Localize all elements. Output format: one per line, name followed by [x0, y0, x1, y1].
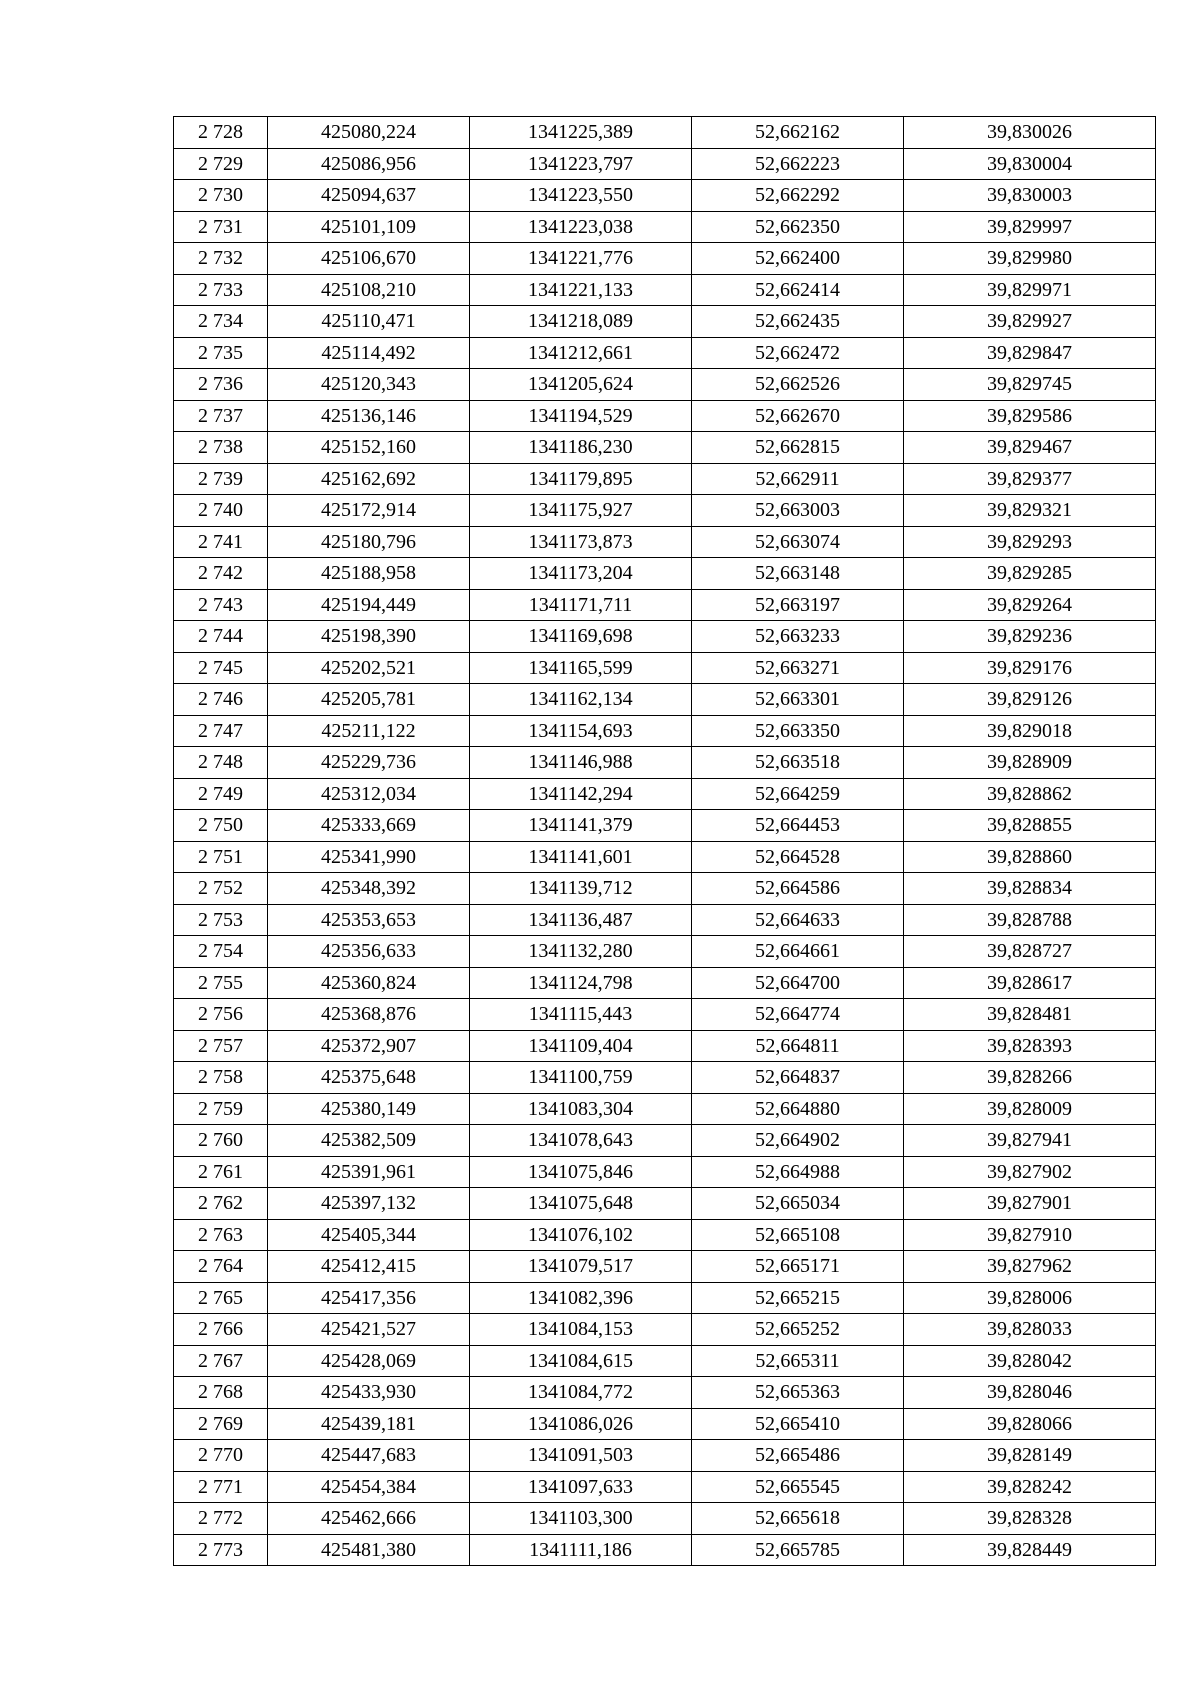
latitude-cell: 52,665363: [692, 1377, 904, 1409]
table-row: [174, 1440, 1156, 1472]
latitude-cell: 52,663301: [692, 684, 904, 716]
point-number-cell: 2 755: [174, 967, 268, 999]
x-coordinate-cell: 425348,392: [268, 873, 470, 905]
latitude-cell: 52,664988: [692, 1156, 904, 1188]
table-row: [174, 432, 1156, 464]
x-coordinate-cell: 425194,449: [268, 589, 470, 621]
point-number-cell: 2 758: [174, 1062, 268, 1094]
table-row: [174, 243, 1156, 275]
longitude-cell: 39,828033: [904, 1314, 1156, 1346]
y-coordinate-cell: 1341173,873: [470, 526, 692, 558]
y-coordinate-cell: 1341076,102: [470, 1219, 692, 1251]
x-coordinate-cell: 425205,781: [268, 684, 470, 716]
coordinates-table-body: [174, 117, 1156, 1566]
x-coordinate-cell: 425412,415: [268, 1251, 470, 1283]
latitude-cell: 52,663003: [692, 495, 904, 527]
longitude-cell: 39,828046: [904, 1377, 1156, 1409]
point-number-cell: 2 762: [174, 1188, 268, 1220]
longitude-cell: 39,828149: [904, 1440, 1156, 1472]
longitude-cell: 39,829745: [904, 369, 1156, 401]
latitude-cell: 52,664453: [692, 810, 904, 842]
point-number-cell: 2 741: [174, 526, 268, 558]
x-coordinate-cell: 425405,344: [268, 1219, 470, 1251]
longitude-cell: 39,830026: [904, 117, 1156, 149]
y-coordinate-cell: 1341097,633: [470, 1471, 692, 1503]
y-coordinate-cell: 1341173,204: [470, 558, 692, 590]
x-coordinate-cell: 425198,390: [268, 621, 470, 653]
table-row: [174, 967, 1156, 999]
latitude-cell: 52,664528: [692, 841, 904, 873]
table-row: [174, 778, 1156, 810]
latitude-cell: 52,665410: [692, 1408, 904, 1440]
x-coordinate-cell: 425368,876: [268, 999, 470, 1031]
point-number-cell: 2 751: [174, 841, 268, 873]
point-number-cell: 2 767: [174, 1345, 268, 1377]
x-coordinate-cell: 425391,961: [268, 1156, 470, 1188]
latitude-cell: 52,664586: [692, 873, 904, 905]
point-number-cell: 2 746: [174, 684, 268, 716]
table-row: [174, 1251, 1156, 1283]
table-row: [174, 117, 1156, 149]
table-row: [174, 148, 1156, 180]
latitude-cell: 52,665171: [692, 1251, 904, 1283]
point-number-cell: 2 753: [174, 904, 268, 936]
table-row: [174, 810, 1156, 842]
latitude-cell: 52,664880: [692, 1093, 904, 1125]
y-coordinate-cell: 1341194,529: [470, 400, 692, 432]
x-coordinate-cell: 425421,527: [268, 1314, 470, 1346]
longitude-cell: 39,828449: [904, 1534, 1156, 1566]
table-row: [174, 621, 1156, 653]
latitude-cell: 52,665618: [692, 1503, 904, 1535]
longitude-cell: 39,827962: [904, 1251, 1156, 1283]
y-coordinate-cell: 1341084,615: [470, 1345, 692, 1377]
x-coordinate-cell: 425136,146: [268, 400, 470, 432]
latitude-cell: 52,665311: [692, 1345, 904, 1377]
x-coordinate-cell: 425312,034: [268, 778, 470, 810]
table-row: [174, 1471, 1156, 1503]
y-coordinate-cell: 1341141,601: [470, 841, 692, 873]
point-number-cell: 2 773: [174, 1534, 268, 1566]
x-coordinate-cell: 425094,637: [268, 180, 470, 212]
longitude-cell: 39,828328: [904, 1503, 1156, 1535]
x-coordinate-cell: 425397,132: [268, 1188, 470, 1220]
latitude-cell: 52,664661: [692, 936, 904, 968]
latitude-cell: 52,665252: [692, 1314, 904, 1346]
table-row: [174, 400, 1156, 432]
table-row: [174, 1377, 1156, 1409]
table-row: [174, 274, 1156, 306]
latitude-cell: 52,665486: [692, 1440, 904, 1472]
longitude-cell: 39,828266: [904, 1062, 1156, 1094]
y-coordinate-cell: 1341078,643: [470, 1125, 692, 1157]
point-number-cell: 2 733: [174, 274, 268, 306]
y-coordinate-cell: 1341223,550: [470, 180, 692, 212]
latitude-cell: 52,662911: [692, 463, 904, 495]
y-coordinate-cell: 1341115,443: [470, 999, 692, 1031]
point-number-cell: 2 735: [174, 337, 268, 369]
point-number-cell: 2 765: [174, 1282, 268, 1314]
x-coordinate-cell: 425120,343: [268, 369, 470, 401]
y-coordinate-cell: 1341212,661: [470, 337, 692, 369]
y-coordinate-cell: 1341171,711: [470, 589, 692, 621]
y-coordinate-cell: 1341205,624: [470, 369, 692, 401]
x-coordinate-cell: 425382,509: [268, 1125, 470, 1157]
x-coordinate-cell: 425202,521: [268, 652, 470, 684]
point-number-cell: 2 749: [174, 778, 268, 810]
x-coordinate-cell: 425086,956: [268, 148, 470, 180]
longitude-cell: 39,828788: [904, 904, 1156, 936]
y-coordinate-cell: 1341142,294: [470, 778, 692, 810]
longitude-cell: 39,829126: [904, 684, 1156, 716]
latitude-cell: 52,662400: [692, 243, 904, 275]
latitude-cell: 52,662162: [692, 117, 904, 149]
x-coordinate-cell: 425114,492: [268, 337, 470, 369]
point-number-cell: 2 756: [174, 999, 268, 1031]
latitude-cell: 52,662526: [692, 369, 904, 401]
x-coordinate-cell: 425333,669: [268, 810, 470, 842]
y-coordinate-cell: 1341086,026: [470, 1408, 692, 1440]
latitude-cell: 52,665108: [692, 1219, 904, 1251]
table-row: [174, 1156, 1156, 1188]
table-row: [174, 1282, 1156, 1314]
point-number-cell: 2 759: [174, 1093, 268, 1125]
x-coordinate-cell: 425229,736: [268, 747, 470, 779]
x-coordinate-cell: 425462,666: [268, 1503, 470, 1535]
y-coordinate-cell: 1341169,698: [470, 621, 692, 653]
x-coordinate-cell: 425101,109: [268, 211, 470, 243]
point-number-cell: 2 770: [174, 1440, 268, 1472]
y-coordinate-cell: 1341111,186: [470, 1534, 692, 1566]
point-number-cell: 2 730: [174, 180, 268, 212]
point-number-cell: 2 752: [174, 873, 268, 905]
y-coordinate-cell: 1341132,280: [470, 936, 692, 968]
x-coordinate-cell: 425356,633: [268, 936, 470, 968]
point-number-cell: 2 736: [174, 369, 268, 401]
point-number-cell: 2 729: [174, 148, 268, 180]
point-number-cell: 2 760: [174, 1125, 268, 1157]
table-row: [174, 873, 1156, 905]
y-coordinate-cell: 1341162,134: [470, 684, 692, 716]
y-coordinate-cell: 1341221,133: [470, 274, 692, 306]
latitude-cell: 52,664837: [692, 1062, 904, 1094]
longitude-cell: 39,828860: [904, 841, 1156, 873]
y-coordinate-cell: 1341165,599: [470, 652, 692, 684]
point-number-cell: 2 737: [174, 400, 268, 432]
latitude-cell: 52,663350: [692, 715, 904, 747]
longitude-cell: 39,829971: [904, 274, 1156, 306]
y-coordinate-cell: 1341124,798: [470, 967, 692, 999]
longitude-cell: 39,829847: [904, 337, 1156, 369]
longitude-cell: 39,828393: [904, 1030, 1156, 1062]
latitude-cell: 52,664259: [692, 778, 904, 810]
y-coordinate-cell: 1341103,300: [470, 1503, 692, 1535]
y-coordinate-cell: 1341091,503: [470, 1440, 692, 1472]
x-coordinate-cell: 425108,210: [268, 274, 470, 306]
latitude-cell: 52,662815: [692, 432, 904, 464]
longitude-cell: 39,829467: [904, 432, 1156, 464]
point-number-cell: 2 772: [174, 1503, 268, 1535]
point-number-cell: 2 768: [174, 1377, 268, 1409]
table-row: [174, 747, 1156, 779]
table-row: [174, 1062, 1156, 1094]
y-coordinate-cell: 1341139,712: [470, 873, 692, 905]
latitude-cell: 52,664811: [692, 1030, 904, 1062]
coordinates-table: [173, 116, 1156, 1566]
longitude-cell: 39,829927: [904, 306, 1156, 338]
point-number-cell: 2 761: [174, 1156, 268, 1188]
longitude-cell: 39,829264: [904, 589, 1156, 621]
point-number-cell: 2 750: [174, 810, 268, 842]
latitude-cell: 52,665785: [692, 1534, 904, 1566]
latitude-cell: 52,662223: [692, 148, 904, 180]
table-row: [174, 1219, 1156, 1251]
longitude-cell: 39,829586: [904, 400, 1156, 432]
latitude-cell: 52,664633: [692, 904, 904, 936]
point-number-cell: 2 745: [174, 652, 268, 684]
x-coordinate-cell: 425372,907: [268, 1030, 470, 1062]
longitude-cell: 39,830004: [904, 148, 1156, 180]
longitude-cell: 39,829285: [904, 558, 1156, 590]
x-coordinate-cell: 425380,149: [268, 1093, 470, 1125]
longitude-cell: 39,829377: [904, 463, 1156, 495]
longitude-cell: 39,828006: [904, 1282, 1156, 1314]
point-number-cell: 2 766: [174, 1314, 268, 1346]
point-number-cell: 2 731: [174, 211, 268, 243]
latitude-cell: 52,663074: [692, 526, 904, 558]
y-coordinate-cell: 1341084,772: [470, 1377, 692, 1409]
latitude-cell: 52,664902: [692, 1125, 904, 1157]
point-number-cell: 2 771: [174, 1471, 268, 1503]
latitude-cell: 52,662435: [692, 306, 904, 338]
longitude-cell: 39,828481: [904, 999, 1156, 1031]
longitude-cell: 39,828727: [904, 936, 1156, 968]
longitude-cell: 39,829018: [904, 715, 1156, 747]
longitude-cell: 39,829293: [904, 526, 1156, 558]
longitude-cell: 39,829236: [904, 621, 1156, 653]
table-row: [174, 936, 1156, 968]
point-number-cell: 2 764: [174, 1251, 268, 1283]
latitude-cell: 52,663197: [692, 589, 904, 621]
longitude-cell: 39,828862: [904, 778, 1156, 810]
y-coordinate-cell: 1341223,797: [470, 148, 692, 180]
longitude-cell: 39,827902: [904, 1156, 1156, 1188]
y-coordinate-cell: 1341223,038: [470, 211, 692, 243]
x-coordinate-cell: 425375,648: [268, 1062, 470, 1094]
y-coordinate-cell: 1341154,693: [470, 715, 692, 747]
point-number-cell: 2 739: [174, 463, 268, 495]
point-number-cell: 2 763: [174, 1219, 268, 1251]
latitude-cell: 52,664774: [692, 999, 904, 1031]
table-row: [174, 841, 1156, 873]
latitude-cell: 52,664700: [692, 967, 904, 999]
x-coordinate-cell: 425433,930: [268, 1377, 470, 1409]
x-coordinate-cell: 425162,692: [268, 463, 470, 495]
table-row: [174, 306, 1156, 338]
table-row: [174, 1125, 1156, 1157]
table-row: [174, 495, 1156, 527]
table-row: [174, 463, 1156, 495]
y-coordinate-cell: 1341225,389: [470, 117, 692, 149]
longitude-cell: 39,828042: [904, 1345, 1156, 1377]
y-coordinate-cell: 1341141,379: [470, 810, 692, 842]
longitude-cell: 39,828617: [904, 967, 1156, 999]
longitude-cell: 39,828009: [904, 1093, 1156, 1125]
point-number-cell: 2 747: [174, 715, 268, 747]
latitude-cell: 52,665545: [692, 1471, 904, 1503]
x-coordinate-cell: 425353,653: [268, 904, 470, 936]
x-coordinate-cell: 425360,824: [268, 967, 470, 999]
latitude-cell: 52,662350: [692, 211, 904, 243]
x-coordinate-cell: 425110,471: [268, 306, 470, 338]
point-number-cell: 2 728: [174, 117, 268, 149]
longitude-cell: 39,830003: [904, 180, 1156, 212]
y-coordinate-cell: 1341186,230: [470, 432, 692, 464]
longitude-cell: 39,828909: [904, 747, 1156, 779]
longitude-cell: 39,829997: [904, 211, 1156, 243]
point-number-cell: 2 734: [174, 306, 268, 338]
longitude-cell: 39,829176: [904, 652, 1156, 684]
table-row: [174, 180, 1156, 212]
x-coordinate-cell: 425454,384: [268, 1471, 470, 1503]
table-row: [174, 526, 1156, 558]
table-row: [174, 558, 1156, 590]
point-number-cell: 2 744: [174, 621, 268, 653]
table-row: [174, 589, 1156, 621]
y-coordinate-cell: 1341082,396: [470, 1282, 692, 1314]
point-number-cell: 2 748: [174, 747, 268, 779]
y-coordinate-cell: 1341100,759: [470, 1062, 692, 1094]
y-coordinate-cell: 1341136,487: [470, 904, 692, 936]
point-number-cell: 2 769: [174, 1408, 268, 1440]
y-coordinate-cell: 1341146,988: [470, 747, 692, 779]
x-coordinate-cell: 425481,380: [268, 1534, 470, 1566]
y-coordinate-cell: 1341218,089: [470, 306, 692, 338]
longitude-cell: 39,827941: [904, 1125, 1156, 1157]
table-row: [174, 1188, 1156, 1220]
point-number-cell: 2 757: [174, 1030, 268, 1062]
point-number-cell: 2 754: [174, 936, 268, 968]
table-row: [174, 652, 1156, 684]
point-number-cell: 2 742: [174, 558, 268, 590]
table-row: [174, 684, 1156, 716]
y-coordinate-cell: 1341083,304: [470, 1093, 692, 1125]
longitude-cell: 39,828834: [904, 873, 1156, 905]
point-number-cell: 2 732: [174, 243, 268, 275]
x-coordinate-cell: 425417,356: [268, 1282, 470, 1314]
table-row: [174, 1408, 1156, 1440]
latitude-cell: 52,662292: [692, 180, 904, 212]
table-row: [174, 1503, 1156, 1535]
point-number-cell: 2 740: [174, 495, 268, 527]
table-row: [174, 1534, 1156, 1566]
table-row: [174, 337, 1156, 369]
latitude-cell: 52,663233: [692, 621, 904, 653]
longitude-cell: 39,828066: [904, 1408, 1156, 1440]
longitude-cell: 39,827910: [904, 1219, 1156, 1251]
longitude-cell: 39,829321: [904, 495, 1156, 527]
y-coordinate-cell: 1341221,776: [470, 243, 692, 275]
table-row: [174, 715, 1156, 747]
point-number-cell: 2 743: [174, 589, 268, 621]
point-number-cell: 2 738: [174, 432, 268, 464]
table-row: [174, 369, 1156, 401]
table-row: [174, 1030, 1156, 1062]
x-coordinate-cell: 425180,796: [268, 526, 470, 558]
table-row: [174, 211, 1156, 243]
x-coordinate-cell: 425439,181: [268, 1408, 470, 1440]
x-coordinate-cell: 425341,990: [268, 841, 470, 873]
x-coordinate-cell: 425211,122: [268, 715, 470, 747]
table-row: [174, 1093, 1156, 1125]
y-coordinate-cell: 1341175,927: [470, 495, 692, 527]
table-row: [174, 1345, 1156, 1377]
x-coordinate-cell: 425152,160: [268, 432, 470, 464]
x-coordinate-cell: 425428,069: [268, 1345, 470, 1377]
latitude-cell: 52,663271: [692, 652, 904, 684]
latitude-cell: 52,663518: [692, 747, 904, 779]
y-coordinate-cell: 1341109,404: [470, 1030, 692, 1062]
y-coordinate-cell: 1341075,648: [470, 1188, 692, 1220]
x-coordinate-cell: 425447,683: [268, 1440, 470, 1472]
table-row: [174, 1314, 1156, 1346]
y-coordinate-cell: 1341084,153: [470, 1314, 692, 1346]
x-coordinate-cell: 425080,224: [268, 117, 470, 149]
latitude-cell: 52,665215: [692, 1282, 904, 1314]
latitude-cell: 52,662670: [692, 400, 904, 432]
table-row: [174, 904, 1156, 936]
latitude-cell: 52,663148: [692, 558, 904, 590]
y-coordinate-cell: 1341079,517: [470, 1251, 692, 1283]
y-coordinate-cell: 1341179,895: [470, 463, 692, 495]
latitude-cell: 52,662414: [692, 274, 904, 306]
longitude-cell: 39,828855: [904, 810, 1156, 842]
longitude-cell: 39,829980: [904, 243, 1156, 275]
latitude-cell: 52,662472: [692, 337, 904, 369]
x-coordinate-cell: 425188,958: [268, 558, 470, 590]
x-coordinate-cell: 425172,914: [268, 495, 470, 527]
latitude-cell: 52,665034: [692, 1188, 904, 1220]
longitude-cell: 39,827901: [904, 1188, 1156, 1220]
table-row: [174, 999, 1156, 1031]
longitude-cell: 39,828242: [904, 1471, 1156, 1503]
y-coordinate-cell: 1341075,846: [470, 1156, 692, 1188]
x-coordinate-cell: 425106,670: [268, 243, 470, 275]
